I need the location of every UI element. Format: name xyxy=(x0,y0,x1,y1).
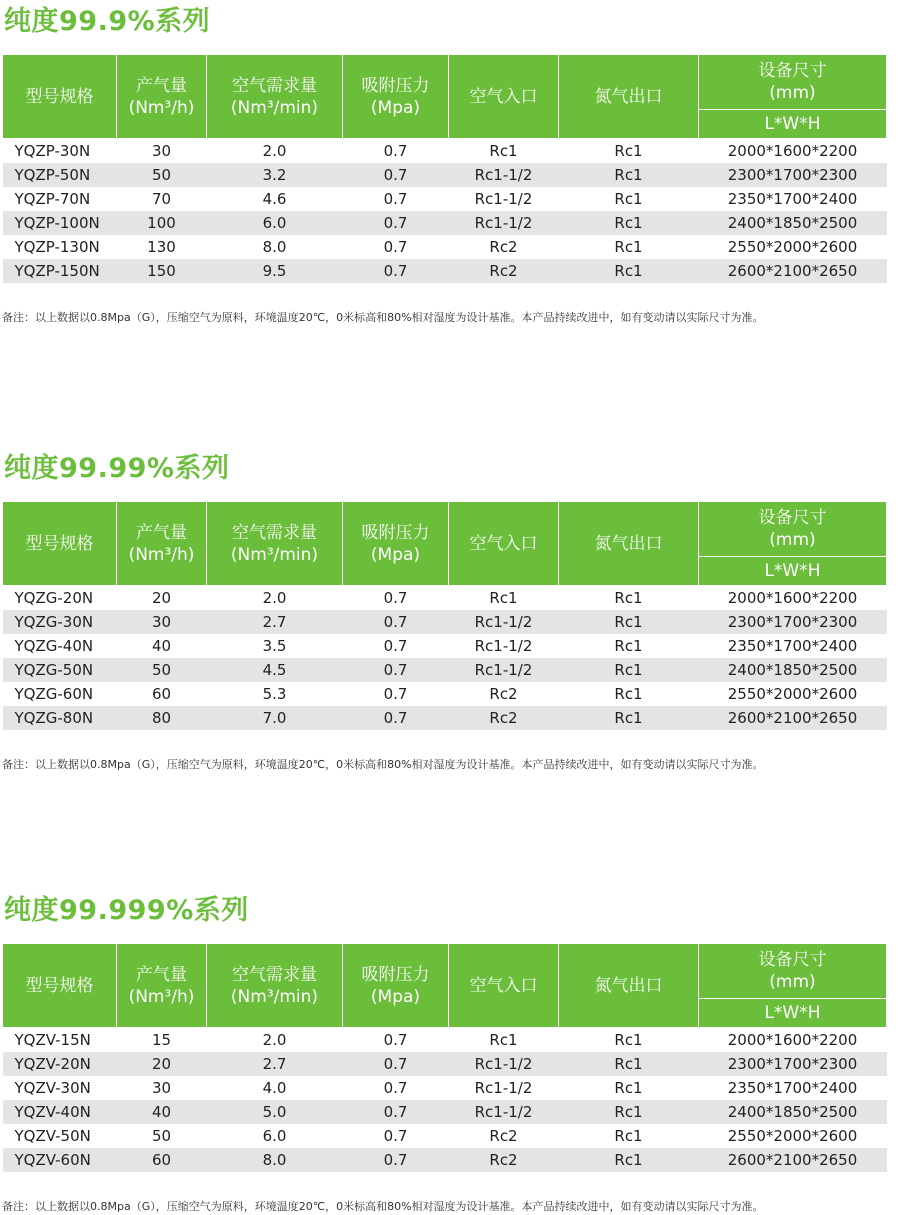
cell-air: 6.0 xyxy=(207,1124,343,1148)
cell-air: 2.0 xyxy=(207,1028,343,1053)
cell-model: YQZV-15N xyxy=(3,1028,117,1053)
cell-output: 50 xyxy=(117,658,207,682)
cell-size: 2600*2100*2650 xyxy=(699,259,887,283)
cell-size: 2400*1850*2500 xyxy=(699,1100,887,1124)
cell-output: 100 xyxy=(117,211,207,235)
cell-air: 2.0 xyxy=(207,139,343,164)
cell-outlet: Rc1 xyxy=(559,259,699,283)
table-row xyxy=(3,1052,887,1076)
cell-size: 2400*1850*2500 xyxy=(699,211,887,235)
cell-outlet: Rc1 xyxy=(559,682,699,706)
cell-outlet: Rc1 xyxy=(559,235,699,259)
cell-outlet: Rc1 xyxy=(559,1148,699,1172)
cell-outlet: Rc1 xyxy=(559,1028,699,1053)
cell-output: 40 xyxy=(117,634,207,658)
cell-inlet: Rc1-1/2 xyxy=(449,187,559,211)
header-output: 产气量 (Nm³/h) xyxy=(117,502,207,586)
cell-model: YQZP-150N xyxy=(3,259,117,283)
cell-output: 70 xyxy=(117,187,207,211)
cell-output: 80 xyxy=(117,706,207,730)
cell-size: 2550*2000*2600 xyxy=(699,235,887,259)
header-air-inlet: 空气入口 xyxy=(449,55,559,139)
cell-output: 150 xyxy=(117,259,207,283)
cell-inlet: Rc1-1/2 xyxy=(449,163,559,187)
cell-air: 4.5 xyxy=(207,658,343,682)
header-nitrogen-outlet: 氮气出口 xyxy=(559,502,699,586)
cell-output: 130 xyxy=(117,235,207,259)
cell-size: 2600*2100*2650 xyxy=(699,1148,887,1172)
cell-pressure: 0.7 xyxy=(343,163,449,187)
cell-model: YQZP-100N xyxy=(3,211,117,235)
cell-model: YQZV-40N xyxy=(3,1100,117,1124)
cell-model: YQZV-20N xyxy=(3,1052,117,1076)
table-row xyxy=(3,1148,887,1172)
table-row xyxy=(3,586,887,611)
cell-output: 30 xyxy=(117,139,207,164)
cell-inlet: Rc1-1/2 xyxy=(449,1052,559,1076)
table-row xyxy=(3,1076,887,1100)
cell-pressure: 0.7 xyxy=(343,1148,449,1172)
cell-output: 20 xyxy=(117,1052,207,1076)
cell-model: YQZP-30N xyxy=(3,139,117,164)
cell-air: 4.6 xyxy=(207,187,343,211)
footnote: 备注：以上数据以0.8Mpa（G），压缩空气为原料，环境温度20℃，0米标高和80%相对湿度为设计基准。本产品持续改进中，如有变动请以实际尺寸为准。 xyxy=(2,757,764,771)
spec-table xyxy=(2,501,887,730)
cell-model: YQZV-60N xyxy=(3,1148,117,1172)
cell-model: YQZV-30N xyxy=(3,1076,117,1100)
cell-pressure: 0.7 xyxy=(343,706,449,730)
cell-inlet: Rc1-1/2 xyxy=(449,634,559,658)
cell-model: YQZG-80N xyxy=(3,706,117,730)
cell-air: 8.0 xyxy=(207,1148,343,1172)
cell-outlet: Rc1 xyxy=(559,211,699,235)
table-row xyxy=(3,139,887,164)
cell-pressure: 0.7 xyxy=(343,610,449,634)
cell-output: 60 xyxy=(117,682,207,706)
cell-size: 2300*1700*2300 xyxy=(699,1052,887,1076)
cell-inlet: Rc1-1/2 xyxy=(449,1100,559,1124)
footnote: 备注：以上数据以0.8Mpa（G），压缩空气为原料，环境温度20℃，0米标高和80%相对湿度为设计基准。本产品持续改进中，如有变动请以实际尺寸为准。 xyxy=(2,310,764,324)
cell-pressure: 0.7 xyxy=(343,634,449,658)
cell-outlet: Rc1 xyxy=(559,586,699,611)
cell-air: 5.3 xyxy=(207,682,343,706)
cell-output: 30 xyxy=(117,1076,207,1100)
header-output: 产气量 (Nm³/h) xyxy=(117,944,207,1028)
table-row xyxy=(3,235,887,259)
cell-inlet: Rc2 xyxy=(449,706,559,730)
cell-outlet: Rc1 xyxy=(559,634,699,658)
cell-size: 2350*1700*2400 xyxy=(699,187,887,211)
cell-size: 2350*1700*2400 xyxy=(699,634,887,658)
cell-size: 2400*1850*2500 xyxy=(699,658,887,682)
header-size: 设备尺寸 (mm) xyxy=(699,502,887,557)
cell-outlet: Rc1 xyxy=(559,658,699,682)
cell-pressure: 0.7 xyxy=(343,1124,449,1148)
cell-pressure: 0.7 xyxy=(343,235,449,259)
header-output: 产气量 (Nm³/h) xyxy=(117,55,207,139)
cell-inlet: Rc1 xyxy=(449,1028,559,1053)
cell-model: YQZG-50N xyxy=(3,658,117,682)
cell-pressure: 0.7 xyxy=(343,1028,449,1053)
table-row xyxy=(3,658,887,682)
cell-inlet: Rc1-1/2 xyxy=(449,1076,559,1100)
cell-inlet: Rc1 xyxy=(449,586,559,611)
table-row xyxy=(3,1100,887,1124)
cell-size: 2000*1600*2200 xyxy=(699,586,887,611)
header-pressure: 吸附压力 (Mpa) xyxy=(343,55,449,139)
header-nitrogen-outlet: 氮气出口 xyxy=(559,944,699,1028)
cell-output: 50 xyxy=(117,163,207,187)
table-row xyxy=(3,163,887,187)
header-air-inlet: 空气入口 xyxy=(449,502,559,586)
cell-output: 40 xyxy=(117,1100,207,1124)
cell-pressure: 0.7 xyxy=(343,1100,449,1124)
table-row xyxy=(3,187,887,211)
cell-output: 30 xyxy=(117,610,207,634)
cell-size: 2300*1700*2300 xyxy=(699,610,887,634)
cell-air: 7.0 xyxy=(207,706,343,730)
cell-outlet: Rc1 xyxy=(559,139,699,164)
footnote: 备注：以上数据以0.8Mpa（G），压缩空气为原料，环境温度20℃，0米标高和80%相对湿度为设计基准。本产品持续改进中，如有变动请以实际尺寸为准。 xyxy=(2,1199,764,1213)
cell-air: 6.0 xyxy=(207,211,343,235)
header-pressure: 吸附压力 (Mpa) xyxy=(343,944,449,1028)
table-row xyxy=(3,610,887,634)
cell-air: 8.0 xyxy=(207,235,343,259)
cell-model: YQZG-40N xyxy=(3,634,117,658)
cell-air: 2.7 xyxy=(207,610,343,634)
cell-air: 9.5 xyxy=(207,259,343,283)
cell-outlet: Rc1 xyxy=(559,706,699,730)
cell-inlet: Rc2 xyxy=(449,682,559,706)
section-title: 纯度99.99%系列 xyxy=(4,453,230,484)
cell-output: 15 xyxy=(117,1028,207,1053)
cell-inlet: Rc1-1/2 xyxy=(449,211,559,235)
cell-output: 50 xyxy=(117,1124,207,1148)
cell-size: 2550*2000*2600 xyxy=(699,1124,887,1148)
table-row xyxy=(3,634,887,658)
cell-outlet: Rc1 xyxy=(559,1124,699,1148)
cell-pressure: 0.7 xyxy=(343,187,449,211)
header-nitrogen-outlet: 氮气出口 xyxy=(559,55,699,139)
cell-pressure: 0.7 xyxy=(343,211,449,235)
cell-output: 60 xyxy=(117,1148,207,1172)
cell-size: 2000*1600*2200 xyxy=(699,139,887,164)
cell-size: 2600*2100*2650 xyxy=(699,706,887,730)
cell-air: 4.0 xyxy=(207,1076,343,1100)
spec-table xyxy=(2,54,887,283)
cell-model: YQZG-60N xyxy=(3,682,117,706)
table-row xyxy=(3,706,887,730)
cell-size: 2350*1700*2400 xyxy=(699,1076,887,1100)
cell-size: 2550*2000*2600 xyxy=(699,682,887,706)
header-model: 型号规格 xyxy=(3,944,117,1028)
table-row xyxy=(3,1124,887,1148)
cell-outlet: Rc1 xyxy=(559,610,699,634)
cell-inlet: Rc1-1/2 xyxy=(449,658,559,682)
cell-pressure: 0.7 xyxy=(343,682,449,706)
section-title: 纯度99.999%系列 xyxy=(4,895,249,926)
cell-inlet: Rc2 xyxy=(449,235,559,259)
cell-inlet: Rc2 xyxy=(449,259,559,283)
table-row xyxy=(3,682,887,706)
cell-model: YQZG-30N xyxy=(3,610,117,634)
cell-outlet: Rc1 xyxy=(559,187,699,211)
section-title: 纯度99.9%系列 xyxy=(4,6,211,37)
header-model: 型号规格 xyxy=(3,502,117,586)
cell-air: 3.5 xyxy=(207,634,343,658)
cell-inlet: Rc1-1/2 xyxy=(449,610,559,634)
cell-model: YQZP-70N xyxy=(3,187,117,211)
cell-outlet: Rc1 xyxy=(559,163,699,187)
cell-model: YQZG-20N xyxy=(3,586,117,611)
cell-pressure: 0.7 xyxy=(343,259,449,283)
cell-pressure: 0.7 xyxy=(343,658,449,682)
cell-air: 2.0 xyxy=(207,586,343,611)
cell-output: 20 xyxy=(117,586,207,611)
header-size-dims: L*W*H xyxy=(699,999,887,1028)
cell-pressure: 0.7 xyxy=(343,1076,449,1100)
cell-air: 5.0 xyxy=(207,1100,343,1124)
header-size: 设备尺寸 (mm) xyxy=(699,944,887,999)
cell-inlet: Rc2 xyxy=(449,1148,559,1172)
cell-size: 2000*1600*2200 xyxy=(699,1028,887,1053)
cell-pressure: 0.7 xyxy=(343,139,449,164)
cell-model: YQZP-130N xyxy=(3,235,117,259)
cell-inlet: Rc1 xyxy=(449,139,559,164)
cell-air: 3.2 xyxy=(207,163,343,187)
cell-air: 2.7 xyxy=(207,1052,343,1076)
cell-inlet: Rc2 xyxy=(449,1124,559,1148)
header-size-dims: L*W*H xyxy=(699,557,887,586)
header-model: 型号规格 xyxy=(3,55,117,139)
header-size: 设备尺寸 (mm) xyxy=(699,55,887,110)
header-size-dims: L*W*H xyxy=(699,110,887,139)
spec-table xyxy=(2,943,887,1172)
header-air-demand: 空气需求量 (Nm³/min) xyxy=(207,502,343,586)
table-row xyxy=(3,211,887,235)
cell-pressure: 0.7 xyxy=(343,586,449,611)
cell-size: 2300*1700*2300 xyxy=(699,163,887,187)
cell-outlet: Rc1 xyxy=(559,1076,699,1100)
cell-model: YQZV-50N xyxy=(3,1124,117,1148)
cell-outlet: Rc1 xyxy=(559,1100,699,1124)
cell-model: YQZP-50N xyxy=(3,163,117,187)
header-air-demand: 空气需求量 (Nm³/min) xyxy=(207,944,343,1028)
table-row xyxy=(3,259,887,283)
header-air-demand: 空气需求量 (Nm³/min) xyxy=(207,55,343,139)
header-air-inlet: 空气入口 xyxy=(449,944,559,1028)
cell-outlet: Rc1 xyxy=(559,1052,699,1076)
header-pressure: 吸附压力 (Mpa) xyxy=(343,502,449,586)
table-row xyxy=(3,1028,887,1053)
cell-pressure: 0.7 xyxy=(343,1052,449,1076)
